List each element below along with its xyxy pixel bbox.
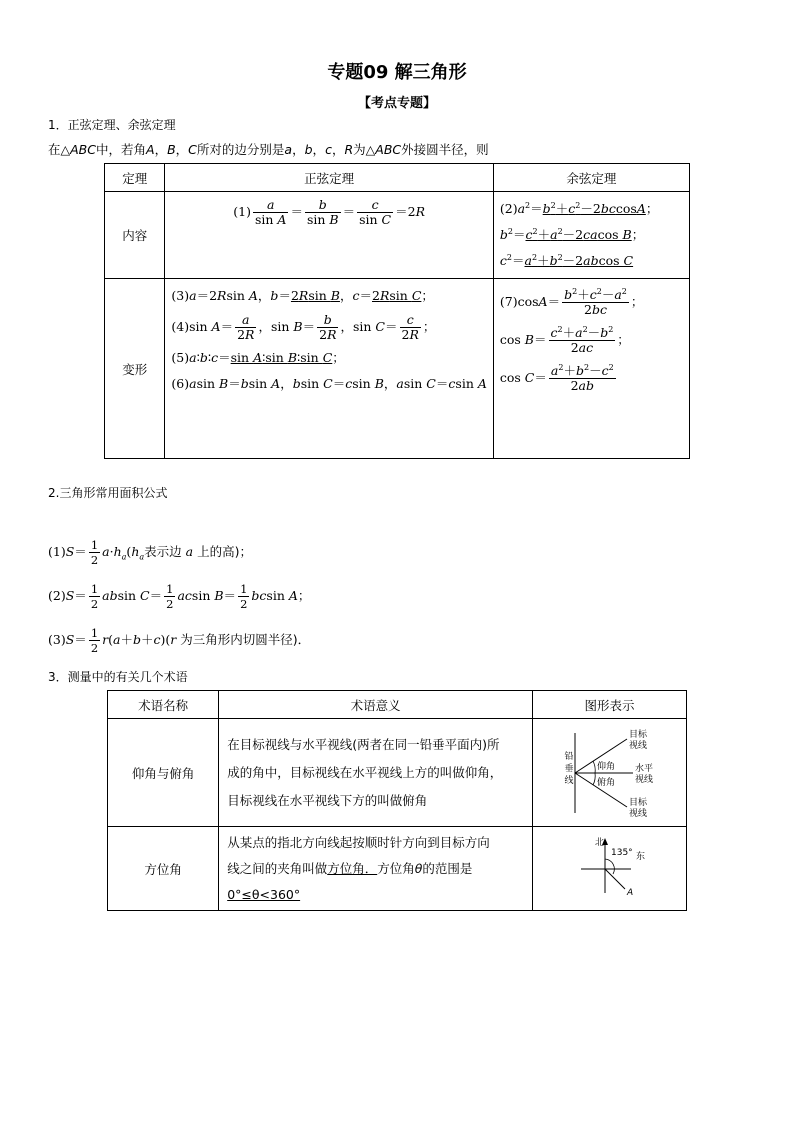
area-formula-1: (1)S＝ $\frac{1}{2}$ $a\cdot h_a(h_a$表示边 a 上的高)； (48, 538, 252, 567)
label-target-top-2: 视线 (628, 740, 647, 751)
sine-law-content: (1) $\frac{a}{\text{sin A}}$ ＝ $\frac{b}{\text{sin B}}$ ＝ $\frac{c}{\text{sin C}}$ ＝2R (165, 192, 493, 279)
label-east: 东 (635, 851, 645, 862)
cosine-law-transform: (7)cosA＝ $\frac{b^2+c^2-a^2}{2bc}$ ； cos B＝ $\frac{c^2+a^2-b^2}{2ac}$ ； cos C＝ $\frac{a^2+b^2-c^2}{2ab}$ (493, 279, 689, 459)
label-horizontal-2: 视线 (634, 774, 653, 785)
area-formula-2: (2)S＝ $\frac{1}{2}$ absin C＝ $\frac{1}{2}$ acsin B＝ $\frac{1}{2}$ bcsin A； (48, 582, 311, 611)
term-azimuth: 方位角 (108, 827, 219, 911)
label-horizontal-1: 水平 (634, 763, 653, 774)
label-vertical-2: 垂 (563, 763, 574, 774)
label-depression: 俯角 (596, 777, 615, 788)
label-point-a: A (626, 887, 633, 898)
label-angle: 135° (610, 847, 633, 858)
term-elevation-depression: 仰角与俯角 (108, 719, 219, 827)
term-elevation-meaning: 在目标视线与水平视线(两者在同一铅垂平面内)所 成的角中，目标视线在水平视线上方的叫做仰角， 目标视线在水平视线下方的叫做俯角 (219, 719, 533, 827)
elevation-depression-diagram (535, 721, 685, 825)
term-azimuth-meaning: 从某点的指北方向线起按顺时针方向到目标方向 线之间的夹角叫做方位角．方位角θ的范围是 0°≤θ<360° (219, 827, 533, 911)
section-3-heading: 3．测量中的有关几个术语 (48, 670, 188, 684)
header-term-meaning: 术语意义 (219, 691, 533, 719)
label-elevation: 仰角 (596, 761, 615, 772)
area-formula-3: (3)S＝ $\frac{1}{2}$ r(a＋b＋c)(r 为三角形内切圆半径)． (48, 626, 311, 655)
header-term-name: 术语名称 (108, 691, 219, 719)
label-target-top-1: 目标 (628, 729, 647, 740)
label-target-bottom-2: 视线 (628, 808, 647, 819)
row-label-content: 内容 (105, 192, 165, 279)
azimuth-diagram (535, 829, 685, 909)
figure-azimuth-cell (533, 827, 687, 911)
section-2-heading: 2.三角形常用面积公式 (48, 486, 168, 500)
theorem-table (104, 163, 690, 459)
section-1-heading: 1．正弦定理、余弦定理 (48, 118, 176, 132)
row-label-transform: 变形 (105, 279, 165, 459)
header-figure: 图形表示 (533, 691, 687, 719)
cosine-law-content: $(2)a^2=b^2+c^2-2bccosA$； $b^2=c^2+a^2-2cacos$ B； $c^2=a^2+b^2-2abcos$ C (493, 192, 689, 279)
header-cosine-law: 余弦定理 (493, 164, 689, 192)
sine-law-transform: (3)a＝2Rsin A，b＝2Rsin B，c＝2Rsin C； (4)sin A＝ $\frac{a}{2R}$ ，sin B＝ $\frac{b}{2R}$ ，sin C＝ $\frac{c}{2R}$ ； (5)a∶b∶c＝sin A∶sin B∶sin C； (6)asin B＝bsin A，bsin C＝csin B，asin C＝csin A (165, 279, 493, 459)
label-north: 北 (594, 837, 604, 848)
page-subtitle: 【考点专题】 (357, 96, 436, 111)
header-theorem: 定理 (105, 164, 165, 192)
label-target-bottom-1: 目标 (628, 797, 647, 808)
figure-elevation-cell (533, 719, 687, 827)
header-sine-law: 正弦定理 (165, 164, 493, 192)
label-vertical-1: 铅 (563, 751, 574, 762)
page-title: 专题09 解三角形 (327, 62, 467, 83)
section-1-intro: 在△ABC中，若角A，B，C所对的边分别是a，b，c，R为△ABC外接圆半径，则 (48, 142, 489, 157)
terms-table (107, 690, 687, 911)
label-vertical-3: 线 (563, 775, 574, 786)
